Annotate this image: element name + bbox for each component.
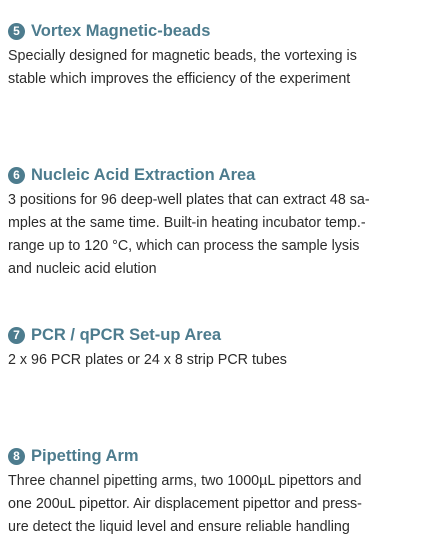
section-vortex-magnetic-beads <box>8 19 417 91</box>
section-description <box>8 45 417 91</box>
description-line: Three channel pipetting arms, two 1000µL pipettors and <box>8 473 362 489</box>
description-line: and nucleic acid elution <box>8 261 157 277</box>
description-line: ure detect the liquid level and ensure reliable handling <box>8 519 350 535</box>
description-line: 3 positions for 96 deep-well plates that can extract 48 sa- <box>8 192 370 208</box>
description-line: range up to 120 °C, which can process the sample lysis <box>8 238 360 254</box>
section-title: Nucleic Acid Extraction Area <box>31 165 256 184</box>
section-title: PCR / qPCR Set-up Area <box>31 325 222 344</box>
description-line: one 200uL pipettor. Air displacement pipettor and press- <box>8 496 362 512</box>
section-heading <box>8 444 417 468</box>
description-line: stable which improves the efficiency of the experiment <box>8 71 351 87</box>
section-description <box>8 349 417 372</box>
section-heading <box>8 163 417 187</box>
section-number-badge: 6 <box>8 167 25 184</box>
section-description <box>8 470 417 539</box>
description-line: 2 x 96 PCR plates or 24 x 8 strip PCR tubes <box>8 352 287 368</box>
section-pcr-qpcr-setup-area <box>8 323 417 372</box>
section-title: Pipetting Arm <box>31 446 139 465</box>
section-heading <box>8 323 417 347</box>
section-pipetting-arm <box>8 444 417 539</box>
section-heading <box>8 19 417 43</box>
section-number-badge: 5 <box>8 23 25 40</box>
section-title: Vortex Magnetic-beads <box>31 21 211 40</box>
section-number-badge: 7 <box>8 327 25 344</box>
description-line: Specially designed for magnetic beads, the vortexing is <box>8 48 357 64</box>
section-nucleic-acid-extraction-area <box>8 163 417 281</box>
section-description <box>8 189 417 281</box>
section-number-badge: 8 <box>8 448 25 465</box>
description-line: mples at the same time. Built-in heating incubator temp.- <box>8 215 366 231</box>
